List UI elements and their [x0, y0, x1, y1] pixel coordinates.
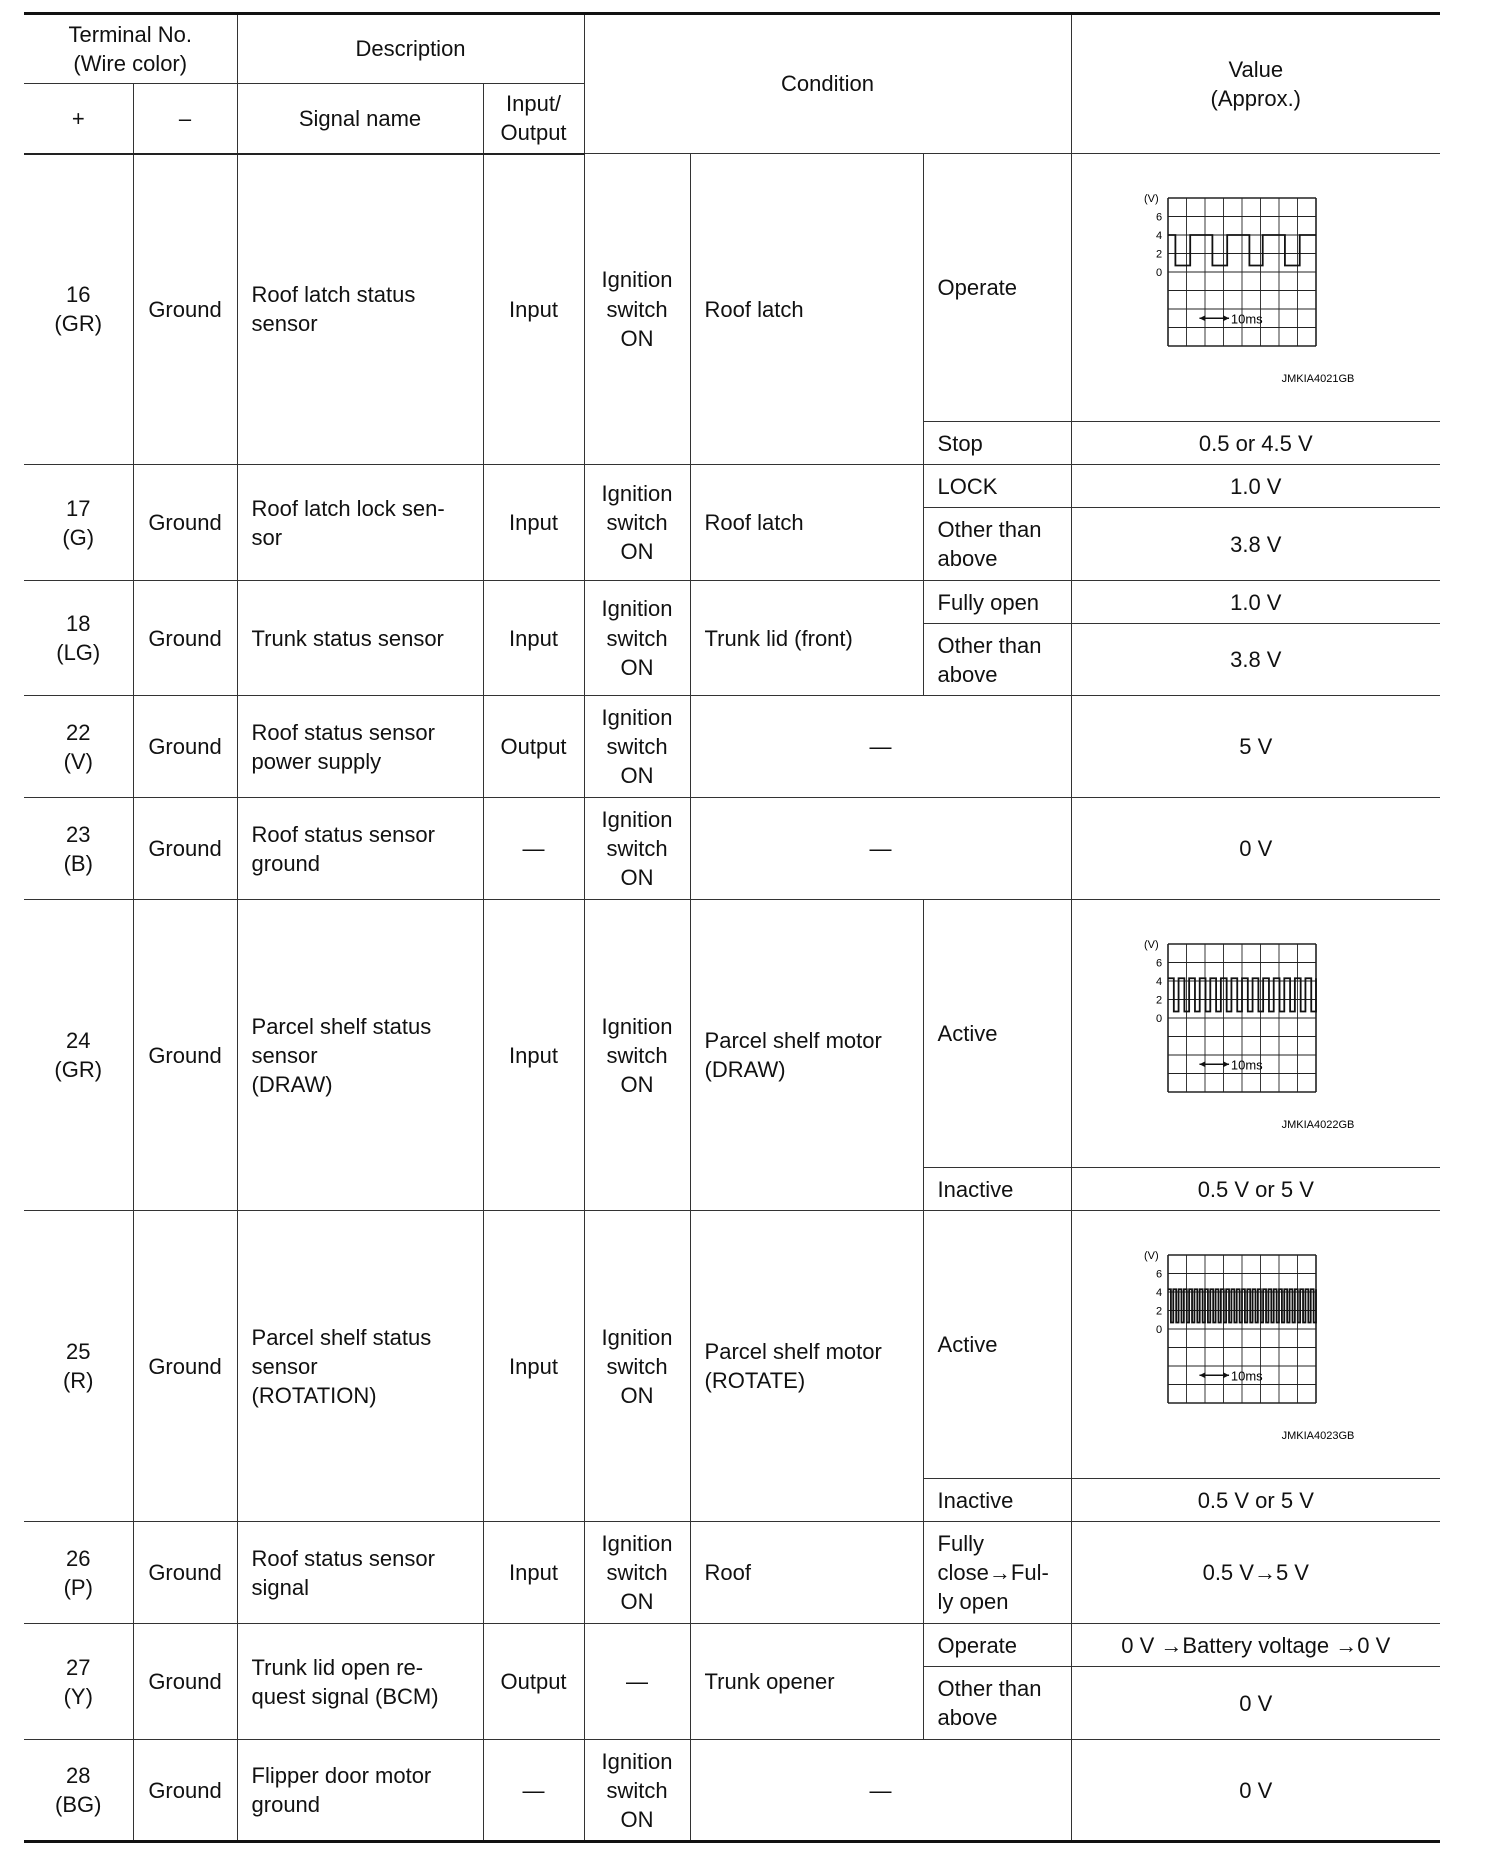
- state-cell: Active: [923, 900, 1071, 1168]
- terminal-cell: 25 (R): [24, 1211, 133, 1522]
- signal-name-cell: Roof status sensor power supply: [237, 696, 483, 798]
- minus-cell: Ground: [133, 1740, 237, 1842]
- value-cell: 5 V: [1071, 696, 1440, 798]
- header-input-output: Input/ Output: [483, 84, 584, 154]
- y-tick-label: 4: [1155, 976, 1162, 989]
- io-cell: Input: [483, 581, 584, 696]
- condition-cell: —: [690, 798, 1071, 900]
- value-cell: 3.8 V: [1071, 508, 1440, 581]
- header-description: Description: [237, 14, 584, 84]
- terminal-cell: 18 (LG): [24, 581, 133, 696]
- value-cell: 0.5 or 4.5 V: [1071, 422, 1440, 465]
- state-cell: Inactive: [923, 1168, 1071, 1211]
- io-cell: —: [483, 1740, 584, 1842]
- state-cell: Active: [923, 1211, 1071, 1479]
- figure-id-label: JMKIA4021GB: [1281, 373, 1354, 385]
- minus-cell: Ground: [133, 1211, 237, 1522]
- time-marker-arrow: [1199, 1372, 1205, 1378]
- unit-label: (V): [1143, 1250, 1159, 1263]
- value-cell: 1.0 V: [1071, 465, 1440, 508]
- header-minus: –: [133, 84, 237, 154]
- io-cell: Input: [483, 465, 584, 581]
- signal-name-cell: Roof status sensor ground: [237, 798, 483, 900]
- waveform-cell: [1071, 1211, 1440, 1479]
- minus-cell: Ground: [133, 900, 237, 1211]
- ignition-cell: Ignition switch ON: [584, 581, 690, 696]
- table-row: [24, 581, 1440, 624]
- y-tick-label: 2: [1155, 248, 1162, 261]
- y-tick-label: 4: [1155, 230, 1162, 242]
- io-cell: Input: [483, 154, 584, 465]
- terminal-cell: 24 (GR): [24, 900, 133, 1211]
- state-cell: Inactive: [923, 1479, 1071, 1522]
- y-tick-label: 2: [1155, 1305, 1162, 1318]
- ignition-cell: Ignition switch ON: [584, 1522, 690, 1624]
- condition-cell: Roof: [690, 1522, 923, 1624]
- ignition-cell: Ignition switch ON: [584, 154, 690, 465]
- header-condition: Condition: [584, 14, 1071, 154]
- state-cell: Stop: [923, 422, 1071, 465]
- value-cell: 1.0 V: [1071, 581, 1440, 624]
- signal-name-cell: Trunk lid open re- quest signal (BCM): [237, 1624, 483, 1740]
- minus-cell: Ground: [133, 1624, 237, 1740]
- waveform-chart-4021: [1072, 154, 1441, 414]
- io-cell: Output: [483, 696, 584, 798]
- unit-label: (V): [1143, 939, 1159, 952]
- time-marker-arrow: [1223, 315, 1229, 321]
- io-cell: Output: [483, 1624, 584, 1740]
- state-cell: Other than above: [923, 508, 1071, 581]
- header-signal-name: Signal name: [237, 84, 483, 154]
- value-cell: 0.5 V→5 V: [1071, 1522, 1440, 1624]
- terminal-cell: 26 (P): [24, 1522, 133, 1624]
- state-cell: Fully open: [923, 581, 1071, 624]
- waveform-cell: [1071, 154, 1440, 422]
- table-row: [24, 1624, 1440, 1667]
- signal-name-cell: Roof latch lock sen- sor: [237, 465, 483, 581]
- state-cell: Operate: [923, 154, 1071, 422]
- waveform-chart-4022: [1072, 900, 1441, 1160]
- y-tick-label: 0: [1155, 1013, 1162, 1026]
- condition-cell: Parcel shelf motor (DRAW): [690, 900, 923, 1211]
- ignition-cell: —: [584, 1624, 690, 1740]
- header-plus: +: [24, 84, 133, 154]
- minus-cell: Ground: [133, 1522, 237, 1624]
- condition-cell: —: [690, 696, 1071, 798]
- terminal-cell: 23 (B): [24, 798, 133, 900]
- minus-cell: Ground: [133, 465, 237, 581]
- terminal-cell: 27 (Y): [24, 1624, 133, 1740]
- condition-cell: Trunk lid (front): [690, 581, 923, 696]
- waveform-chart-4023: [1072, 1211, 1441, 1471]
- time-marker-arrow: [1199, 1061, 1205, 1067]
- figure-id-label: JMKIA4022GB: [1281, 1119, 1354, 1132]
- terminal-cell: 28 (BG): [24, 1740, 133, 1842]
- ignition-cell: Ignition switch ON: [584, 1740, 690, 1842]
- time-marker-arrow: [1223, 1061, 1229, 1067]
- table-row: [24, 465, 1440, 508]
- state-cell: Other than above: [923, 624, 1071, 696]
- signal-name-cell: Trunk status sensor: [237, 581, 483, 696]
- value-cell: 0 V: [1071, 1740, 1440, 1842]
- table-row: [24, 900, 1440, 1168]
- y-tick-label: 6: [1155, 957, 1162, 970]
- value-cell: 3.8 V: [1071, 624, 1440, 696]
- condition-cell: Trunk opener: [690, 1624, 923, 1740]
- time-marker-arrow: [1199, 315, 1205, 321]
- waveform-trace: [1168, 1289, 1316, 1322]
- ignition-cell: Ignition switch ON: [584, 696, 690, 798]
- condition-cell: Parcel shelf motor (ROTATE): [690, 1211, 923, 1522]
- y-tick-label: 2: [1155, 994, 1162, 1007]
- time-scale-label: 10ms: [1230, 311, 1263, 327]
- value-cell: 0 V: [1071, 798, 1440, 900]
- y-tick-label: 0: [1155, 1324, 1162, 1337]
- table-row: [24, 798, 1440, 900]
- minus-cell: Ground: [133, 696, 237, 798]
- io-cell: Input: [483, 1211, 584, 1522]
- state-cell: Other than above: [923, 1667, 1071, 1740]
- minus-cell: Ground: [133, 581, 237, 696]
- figure-id-label: JMKIA4023GB: [1281, 1430, 1354, 1443]
- state-cell: LOCK: [923, 465, 1071, 508]
- unit-label: (V): [1143, 193, 1159, 205]
- y-tick-label: 4: [1155, 1287, 1162, 1300]
- header-value: Value (Approx.): [1071, 14, 1440, 154]
- table-row: [24, 1522, 1440, 1624]
- condition-cell: Roof latch: [690, 154, 923, 465]
- y-tick-label: 6: [1155, 1268, 1162, 1281]
- value-cell: 0.5 V or 5 V: [1071, 1168, 1440, 1211]
- waveform-trace: [1168, 978, 1316, 1011]
- signal-name-cell: Roof latch status sensor: [237, 154, 483, 465]
- signal-name-cell: Flipper door motor ground: [237, 1740, 483, 1842]
- terminal-spec-table: [24, 12, 1440, 1843]
- signal-name-cell: Parcel shelf status sensor (ROTATION): [237, 1211, 483, 1522]
- y-tick-label: 6: [1155, 211, 1162, 224]
- table-row: [24, 154, 1440, 422]
- ignition-cell: Ignition switch ON: [584, 798, 690, 900]
- io-cell: Input: [483, 1522, 584, 1624]
- condition-cell: Roof latch: [690, 465, 923, 581]
- terminal-cell: 16 (GR): [24, 154, 133, 465]
- state-cell: Fully close→Ful- ly open: [923, 1522, 1071, 1624]
- condition-cell: —: [690, 1740, 1071, 1842]
- minus-cell: Ground: [133, 798, 237, 900]
- io-cell: Input: [483, 900, 584, 1211]
- io-cell: —: [483, 798, 584, 900]
- terminal-cell: 17 (G): [24, 465, 133, 581]
- value-cell: 0.5 V or 5 V: [1071, 1479, 1440, 1522]
- minus-cell: Ground: [133, 154, 237, 465]
- ignition-cell: Ignition switch ON: [584, 900, 690, 1211]
- header-terminal-no: Terminal No. (Wire color): [24, 14, 237, 84]
- value-cell: 0 V →Battery voltage →0 V: [1071, 1624, 1440, 1667]
- table-row: [24, 1211, 1440, 1479]
- terminal-cell: 22 (V): [24, 696, 133, 798]
- ignition-cell: Ignition switch ON: [584, 1211, 690, 1522]
- time-scale-label: 10ms: [1230, 1368, 1263, 1384]
- time-scale-label: 10ms: [1230, 1057, 1263, 1073]
- signal-name-cell: Parcel shelf status sensor (DRAW): [237, 900, 483, 1211]
- ignition-cell: Ignition switch ON: [584, 465, 690, 581]
- value-cell: 0 V: [1071, 1667, 1440, 1740]
- time-marker-arrow: [1223, 1372, 1229, 1378]
- table-row: [24, 696, 1440, 798]
- signal-name-cell: Roof status sensor signal: [237, 1522, 483, 1624]
- table-row: [24, 1740, 1440, 1842]
- state-cell: Operate: [923, 1624, 1071, 1667]
- waveform-cell: [1071, 900, 1440, 1168]
- y-tick-label: 0: [1155, 267, 1162, 279]
